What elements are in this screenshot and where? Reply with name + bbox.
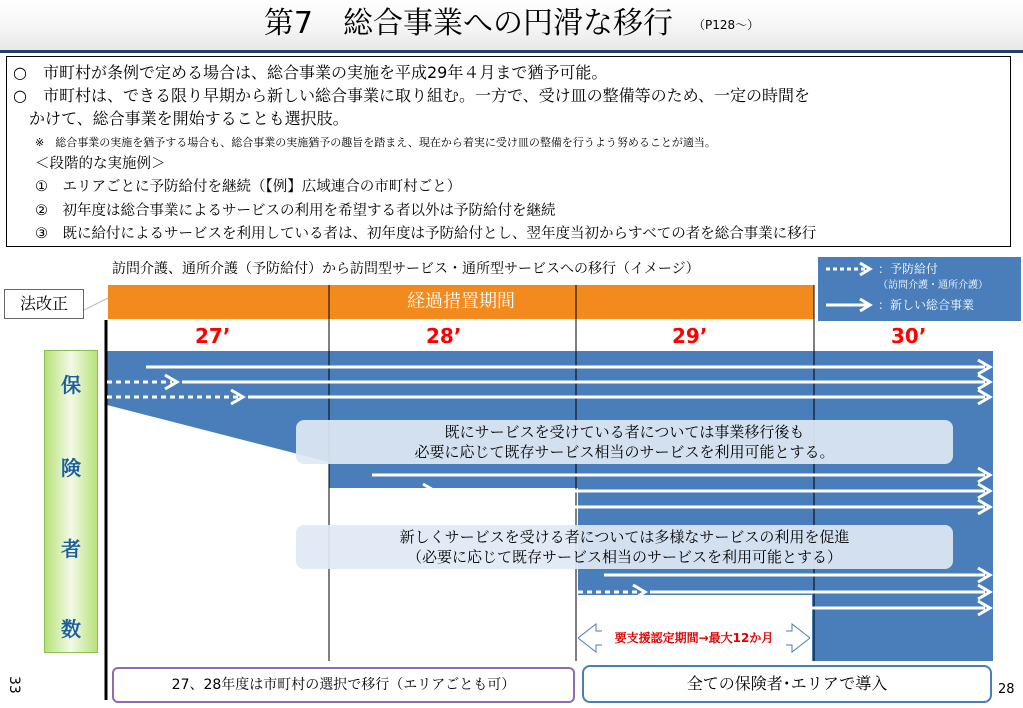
insured-char-1: 保 [61,373,81,397]
year-27: 27’ [195,324,231,348]
example-3: ③ 既に給付によるサービスを利用している者は、初年度は予防給付とし、翌年度当初からすべての者を総合事業に移行 [35,226,817,242]
callout-existing-line1: 既にサービスを受けている者については事業移行後も [444,423,805,441]
insured-count-label [44,350,98,653]
callout-existing-users [296,420,953,464]
insured-char-2: 険 [61,456,81,480]
example-heading: ＜段階的な実施例＞ [35,156,166,172]
example-1: ① エリアごとに予防給付を継続（【例】広域連合の市町村ごと） [35,179,462,195]
legend-solid-label: ：新しい総合事業 [878,298,975,312]
arrows-group-2 [330,468,990,514]
info-line-1: ○ 市町村が条例で定める場合は、総合事業の実施を平成29年４月まで猶予可能。 [13,63,608,82]
info-note: ※ 総合事業の実施を猶予する場合も、総合事業の実施猶予の趣旨を踏まえ、現在から着実に受け皿の整備を行うよう努めることが適当。 [35,136,716,149]
info-line-2: ○ 市町村は、できる限り早期から新しい総合事業に取り組む。一方で、受け皿の整備等のため、一定の時間を [13,86,811,105]
title-main: 第7 総合事業への円滑な移行 [263,6,673,41]
year-28: 28’ [426,324,462,348]
info-line-3: かけて、総合事業を開始することも選択肢。 [29,109,349,128]
certification-label: 要支援認定期間→最大12か月 [602,629,786,647]
callout-new-line1: 新しくサービスを受ける者については多様なサービスの利用を促進 [399,528,850,546]
year-30: 30’ [891,324,927,348]
legend-dashed-sub: （訪問介護・通所介護） [878,280,988,291]
callout-existing-line2: 必要に応じて既存サービス相当のサービスを利用可能とする。 [414,443,835,461]
bottom-left-note: 27、28年度は市町村の選択で移行（エリアごとも可） [112,667,575,703]
bottom-right-note: 全ての保険者･エリアで導入 [582,665,992,703]
example-2: ② 初年度は総合事業によるサービスの利用を希望する者以外は予防給付を継続 [35,203,556,219]
page-number-left: 33 [6,676,22,694]
page-number-right: 28 [998,682,1015,697]
certification-period [578,623,810,653]
legend-dashed-label: ：予防給付 [878,262,939,276]
insured-char-3: 者 [61,537,81,561]
transition-period-bar: 経過措置期間 [108,285,814,319]
insured-char-4: 数 [61,617,81,641]
diagram-caption: 訪問介護、通所介護（予防給付）から訪問型サービス・通所型サービスへの移行（イメージ） [112,261,700,277]
title-ref: （P128～） [692,18,760,32]
callout-new-users [296,525,953,569]
arrows-group-1 [107,360,990,404]
law-revision-box: 法改正 [4,289,84,319]
callout-new-line2: （必要に応じて既存サービス相当のサービスを利用可能とする） [406,548,842,566]
year-29: 29’ [672,324,708,348]
